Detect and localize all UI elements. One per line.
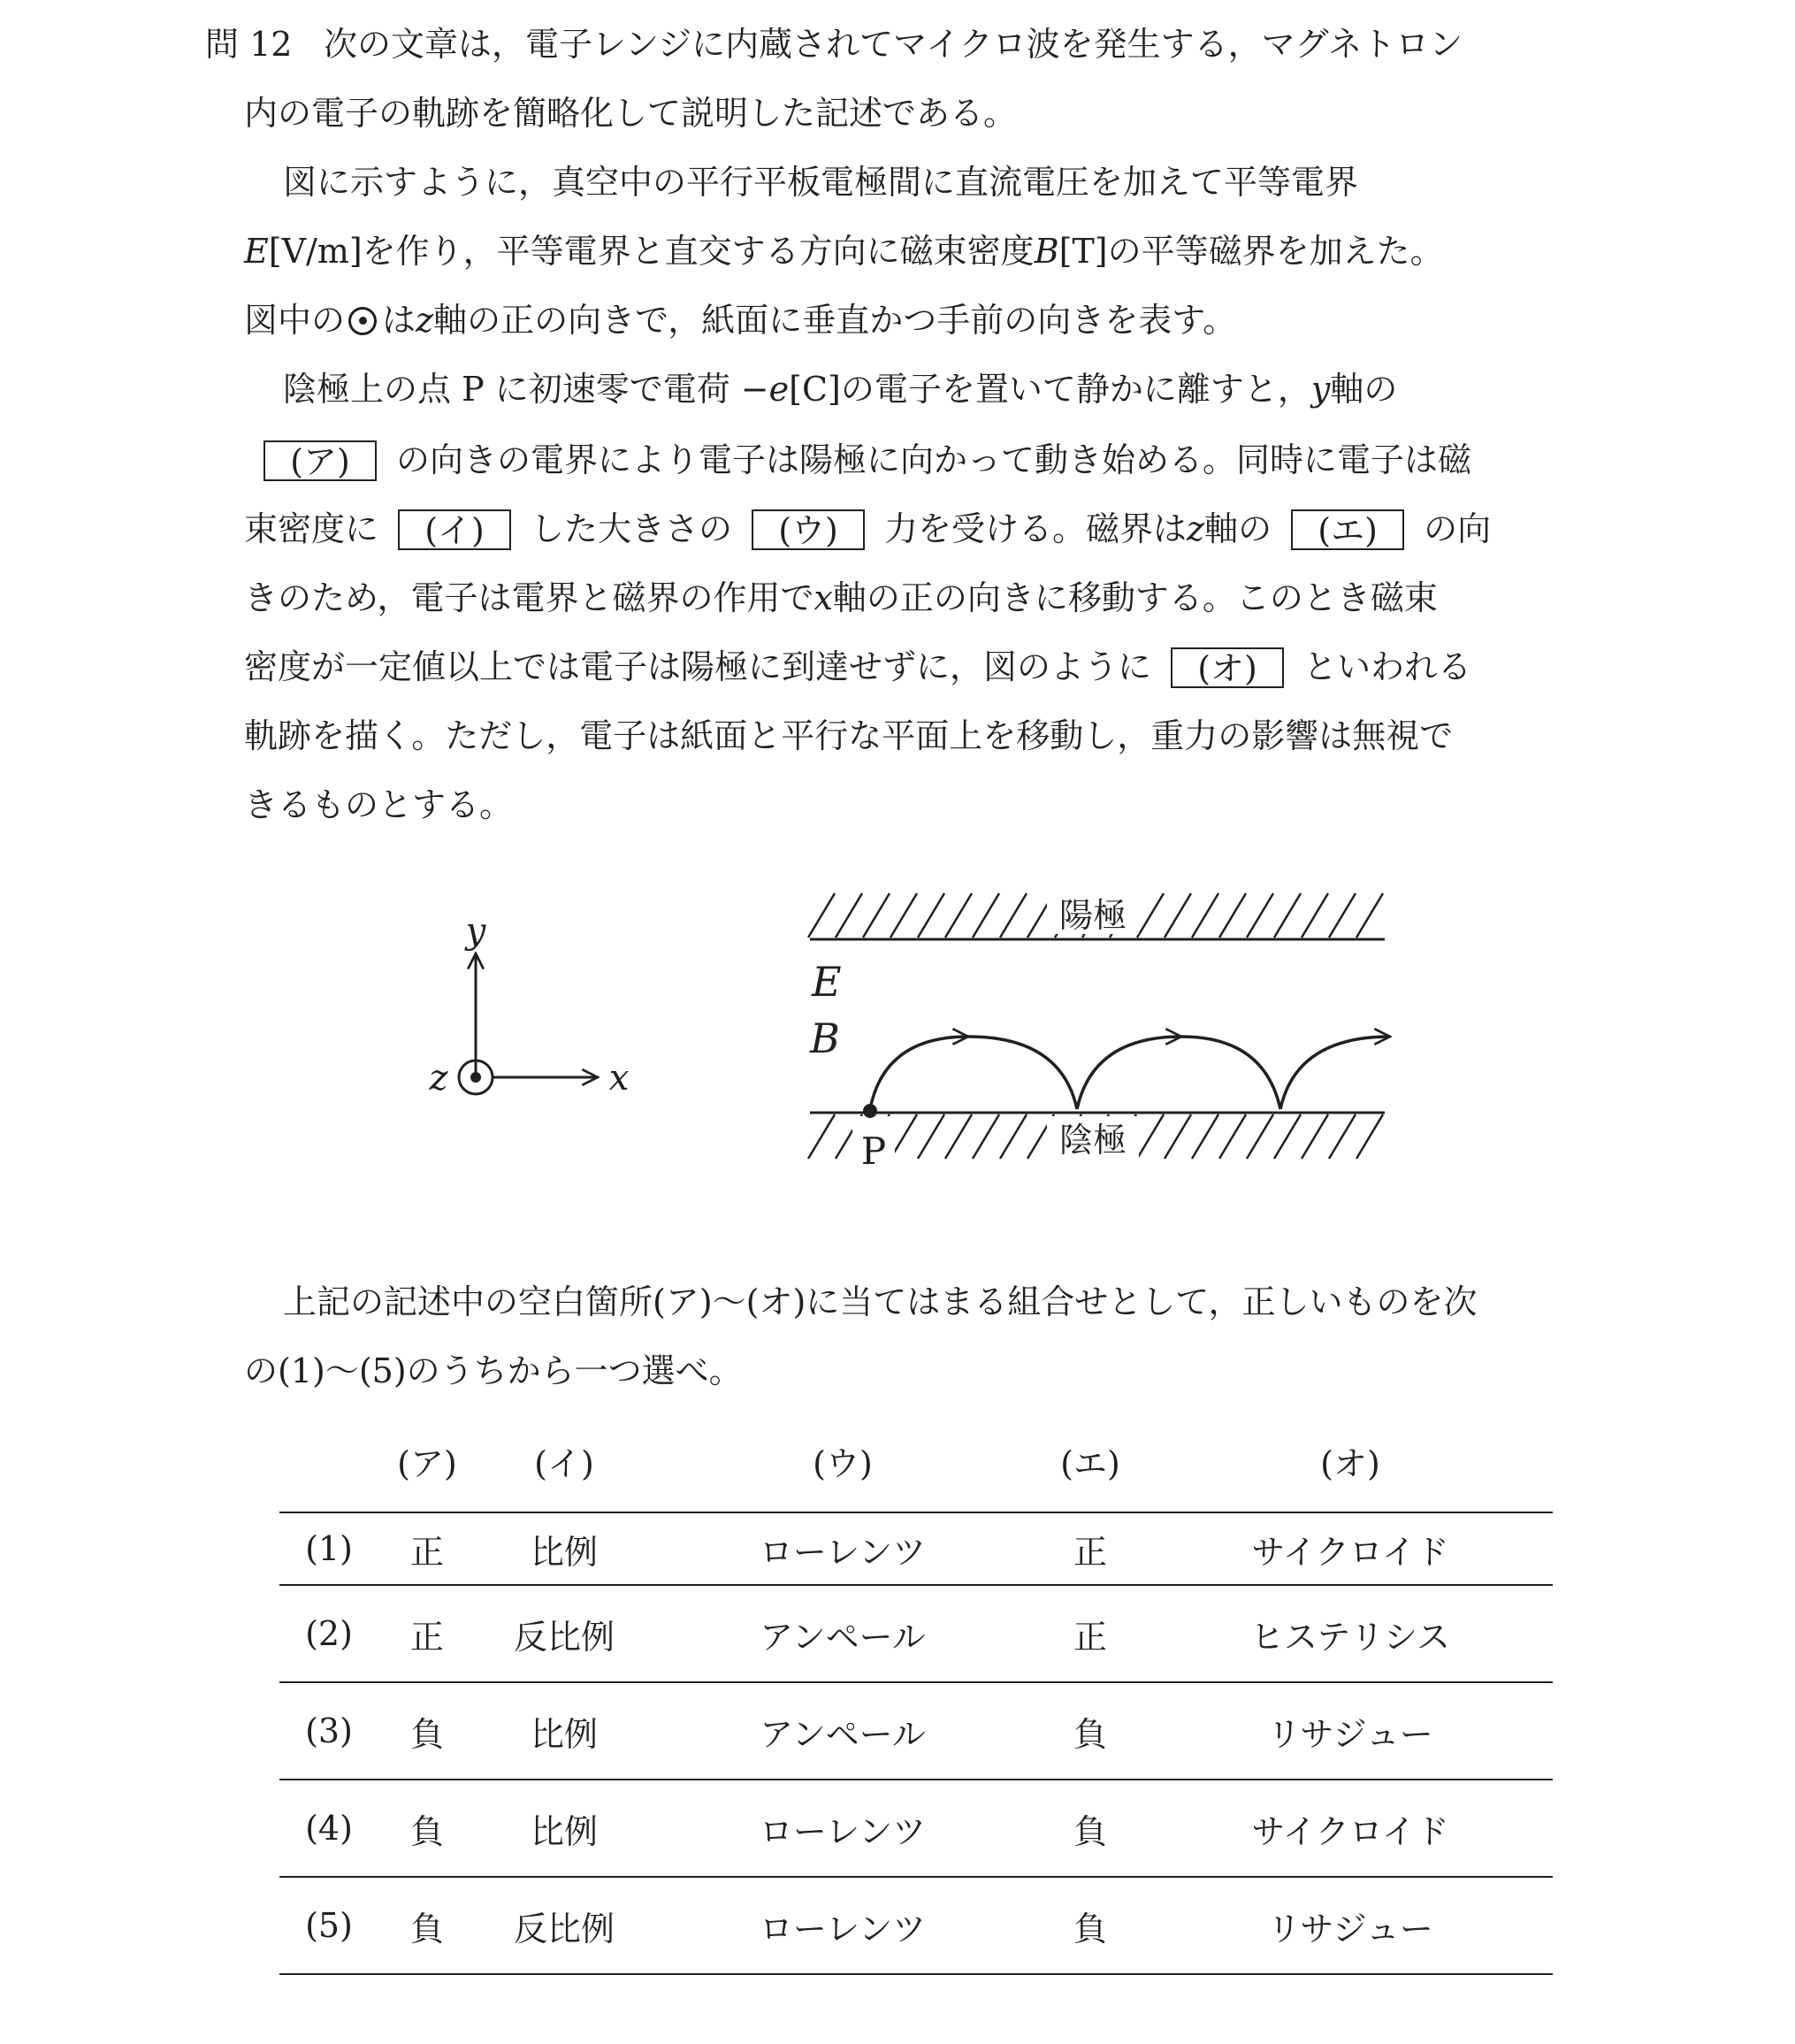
header-o: (オ): [1320, 1444, 1380, 1483]
para1-line-2: E[V/m]を作り，平等電界と直交する方向に磁束密度B[T]の平等磁界を加えた。: [244, 232, 1444, 271]
blank-i-box: (イ): [398, 509, 511, 550]
field-B-label: B: [810, 1014, 840, 1062]
para1-line-3: 図中の はz軸の正の向きで，紙面に垂直かつ手前の向きを表す。: [244, 301, 1237, 340]
hatch-line: [836, 893, 862, 938]
hatch-line: [1329, 893, 1356, 938]
question-intro-1: 次の文章は，電子レンジに内蔵されてマイクロ波を発生する，マグネトロン: [324, 25, 1463, 64]
prompt-line-2: の(1)～(5)のうちから一つ選べ。: [244, 1351, 743, 1390]
hatch-line: [1165, 893, 1191, 938]
table-row: (1) 正 比例 ローレンツ 正 サイクロイド: [279, 1512, 1553, 1585]
blank-e-box: (エ): [1291, 509, 1404, 550]
hatch-line: [1302, 1114, 1328, 1159]
blank-a-box: (ア): [264, 440, 377, 481]
hatch-line: [1219, 1114, 1246, 1159]
trajectory-arc-1b: [968, 1037, 1077, 1109]
choice-number: (5): [279, 1877, 378, 1974]
symbol-B: B: [1034, 232, 1059, 271]
para2-line-2: (ア) の向きの電界により電子は陽極に向かって動き始める。同時に電子は磁: [264, 433, 1471, 486]
hatch-line: [1137, 893, 1164, 938]
trajectory-arc-3: [1280, 1037, 1390, 1109]
y-axis-label: y: [465, 911, 486, 952]
hatch-line: [1000, 1114, 1027, 1159]
hatch-line: [1329, 1114, 1356, 1159]
choice-number: (2): [279, 1585, 378, 1682]
choice-number: (1): [279, 1512, 378, 1585]
symbol-E: E: [244, 232, 269, 271]
para2-line-7: きるものとする。: [244, 785, 514, 824]
z-axis-label: z: [429, 1058, 448, 1099]
coordinate-axes: [428, 911, 629, 1099]
para2-line-6: 軌跡を描く。ただし，電子は紙面と平行な平面上を移動し，重力の影響は無視で: [244, 716, 1454, 755]
table-row: (2) 正 反比例 アンペール 正 ヒステリシス: [279, 1585, 1553, 1682]
cathode-label: 陰極: [1058, 1121, 1127, 1160]
hatch-line: [863, 893, 890, 938]
answer-table: [279, 1415, 1553, 1975]
hatch-line: [945, 1114, 972, 1159]
hatch-line: [1274, 893, 1301, 938]
blank-u-box: (ウ): [752, 509, 865, 550]
choice-number: (3): [279, 1682, 378, 1780]
hatch-line: [1000, 893, 1027, 938]
para2-line-4: きのため，電子は電界と磁界の作用でx軸の正の向きに移動する。このとき磁束: [244, 578, 1438, 617]
hatch-line: [918, 1114, 944, 1159]
hatch-line: [1137, 1114, 1164, 1159]
cathode-plate: [808, 1113, 1385, 1173]
prompt-line-1: 上記の記述中の空白箇所(ア)～(オ)に当てはまる組合せとして，正しいものを次: [283, 1282, 1478, 1321]
trajectory-arc-2a: [1077, 1037, 1181, 1109]
electron-trajectory: [870, 1037, 1390, 1109]
hatch-line: [1302, 893, 1328, 938]
table-row: (4) 負 比例 ローレンツ 負 サイクロイド: [279, 1780, 1553, 1877]
hatch-line: [1192, 893, 1218, 938]
hatch-line: [945, 893, 972, 938]
hatch-line: [808, 1114, 835, 1159]
field-E-label: E: [812, 958, 842, 1006]
hatch-line: [1247, 893, 1273, 938]
hatch-line: [973, 1114, 999, 1159]
hatch-line: [973, 893, 999, 938]
para2-line-1: 陰極上の点 P に初速零で電荷 −e[C]の電子を置いて静かに離すと，y軸の: [283, 370, 1398, 409]
hatch-line: [1219, 893, 1246, 938]
table-header-row: [279, 1415, 1553, 1512]
anode-label: 陽極: [1058, 896, 1127, 935]
header-a: (ア): [397, 1444, 457, 1483]
hatch-line: [1165, 1114, 1191, 1159]
hatch-line: [918, 893, 944, 938]
hatch-line: [1247, 1114, 1273, 1159]
header-e: (エ): [1060, 1444, 1120, 1483]
header-u: (ウ): [813, 1444, 873, 1483]
hatch-line: [1192, 1114, 1218, 1159]
trajectory-arc-1a: [870, 1037, 968, 1109]
point-P-dot: [863, 1104, 877, 1118]
hatch-line: [1356, 893, 1383, 938]
header-i: (イ): [534, 1444, 594, 1483]
question-number: 問 12: [205, 25, 293, 64]
hatch-line: [1274, 1114, 1301, 1159]
choice-number: (4): [279, 1780, 378, 1877]
para2-line-3: 束密度に (イ) した大きさの (ウ) 力を受ける。磁界はz軸の (エ) の向: [244, 509, 1492, 550]
point-P-label: P: [860, 1129, 887, 1173]
para2-line-5: 密度が一定値以上では電子は陽極に到達せずに，図のように (オ) といわれる: [244, 647, 1472, 688]
hatch-line: [1356, 1114, 1383, 1159]
anode-plate: [808, 884, 1385, 939]
hatch-line: [808, 893, 835, 938]
question-intro-2: 内の電子の軌跡を簡略化して説明した記述である。: [244, 94, 1018, 133]
para1-line-1: 図に示すように，真空中の平行平板電極間に直流電圧を加えて平等電界: [283, 163, 1359, 202]
table-row: (3) 負 比例 アンペール 負 リサジュー: [279, 1682, 1553, 1780]
hatch-line: [890, 893, 917, 938]
trajectory-arc-2b: [1181, 1037, 1280, 1109]
x-axis-label: x: [608, 1058, 630, 1099]
z-axis-dot: [470, 1072, 481, 1083]
blank-o-box: (オ): [1171, 647, 1284, 688]
table-row: (5) 負 反比例 ローレンツ 負 リサジュー: [279, 1877, 1553, 1974]
